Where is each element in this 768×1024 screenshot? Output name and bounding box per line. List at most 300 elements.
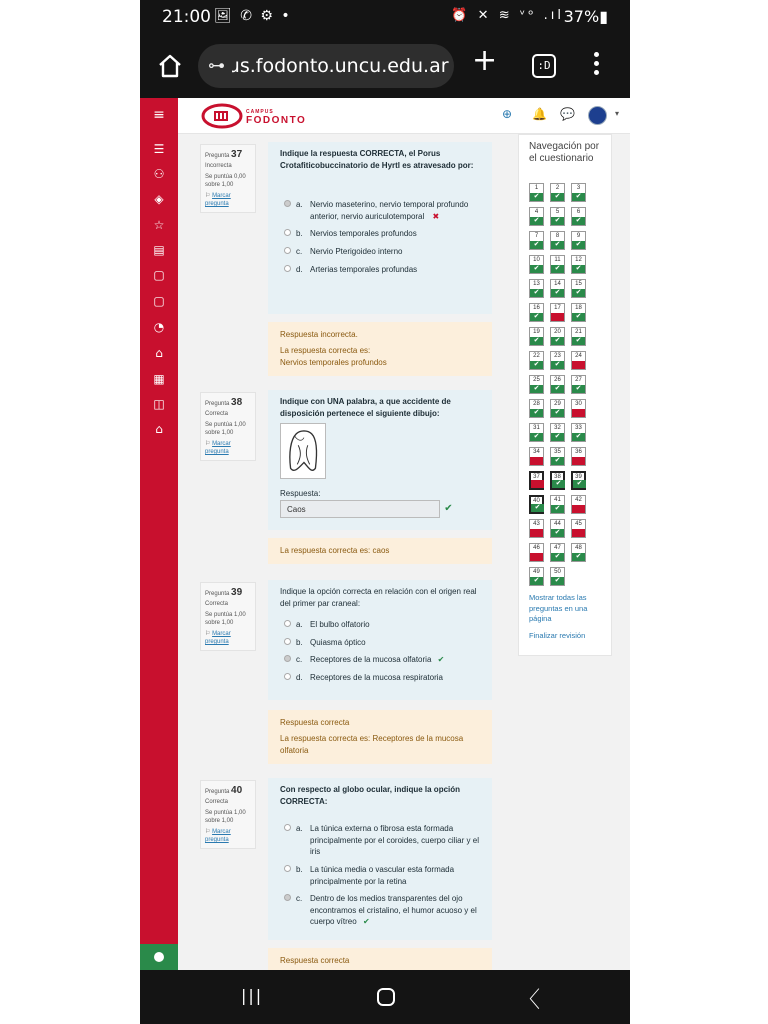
nav-correct-icon: ✔ [551,265,564,273]
menu-toggle-button[interactable]: ≡ [140,98,178,134]
nav-incorrect-icon [572,409,585,417]
battery-level: 37%▮ [563,7,608,26]
notification-icons: 🖼 ✆ ⚙ • [214,8,292,24]
option-c[interactable] [280,654,482,666]
nav-correct-icon: ✔ [551,361,564,369]
nav-incorrect-icon [531,480,544,488]
nav-correct-icon: ✔ [530,385,543,393]
nav-question-number: 15 [575,281,582,287]
nav-incorrect-icon [551,313,564,321]
option-radio[interactable] [284,865,291,872]
flag-icon[interactable]: ⚐ [205,828,211,835]
question-score: Se puntúa 1,00 sobre 1,00 [205,421,246,436]
nav-correct-icon: ✔ [551,385,564,393]
nav-question-11[interactable] [550,255,565,274]
nav-question-number: 34 [533,449,540,455]
question-box-40 [268,778,492,940]
nav-question-20[interactable] [550,327,565,346]
option-radio[interactable] [284,673,291,680]
nav-question-number: 8 [555,233,560,239]
nav-question-number: 6 [576,209,581,215]
option-radio[interactable] [284,265,291,272]
nav-question-number: 19 [533,329,540,335]
option-letter: b. [296,864,303,874]
nav-question-10[interactable] [529,255,544,274]
flag-icon[interactable]: ⚐ [205,630,211,637]
answer-label: Respuesta: [280,489,321,499]
question-state: Correcta [205,600,229,607]
option-text: La túnica externa o fibrosa esta formada principalmente por el coroides, cuerpo ciliar y el iris [310,824,479,857]
option-d[interactable] [280,264,482,276]
option-a[interactable] [280,823,482,858]
nav-correct-icon: ✔ [551,289,564,297]
options-list [280,619,482,683]
option-a[interactable] [280,619,482,631]
answer-input[interactable]: Caos [280,500,440,518]
nav-question-number: 39 [575,474,582,480]
nav-question-number: 44 [554,521,561,527]
option-radio[interactable] [284,200,291,207]
nav-question-number: 38 [554,474,561,480]
nav-correct-icon: ✔ [572,289,585,297]
logo-mark-icon [200,101,244,131]
nav-question-number: 11 [554,257,561,263]
nav-correct-icon: ✔ [572,433,585,441]
correct-mark-icon: ✔ [444,502,453,514]
question-score: Se puntúa 0,00 sobre 1,00 [205,173,246,188]
nav-question-number: 23 [554,353,561,359]
nav-question-number: 47 [554,545,561,551]
nav-correct-icon: ✔ [551,217,564,225]
tooth-drawing [280,423,326,479]
nav-question-number: 29 [554,401,561,407]
nav-correct-icon: ✔ [530,193,543,201]
option-text: La túnica media o vascular esta formada principalmente por la retina [310,864,455,886]
nav-incorrect-icon [530,529,543,537]
nav-question-number: 2 [555,185,560,191]
navigation-title: Navegación por el cuestionario [529,141,600,164]
site-logo[interactable] [200,101,310,131]
finish-review-link[interactable]: Finalizar revisión [529,630,586,640]
nav-question-number: 48 [575,545,582,551]
feedback-title: Respuesta correcta [280,718,350,727]
option-radio[interactable] [284,620,291,627]
nav-correct-icon: ✔ [551,433,564,441]
nav-question-number: 25 [533,377,540,383]
home-icon[interactable] [156,52,184,80]
feedback-box-39 [268,710,492,764]
nav-correct-icon: ✔ [572,385,585,393]
nav-correct-icon: ✔ [551,337,564,345]
nav-question-number: 20 [554,329,561,335]
nav-question-19[interactable] [529,327,544,346]
question-label: Pregunta [205,401,230,407]
nav-correct-icon: ✔ [572,217,585,225]
option-radio[interactable] [284,638,291,645]
nav-correct-icon: ✔ [572,337,585,345]
nav-question-number: 28 [533,401,540,407]
question-box-39 [268,580,492,700]
sidebar-list-icon[interactable]: ☰ [153,142,165,156]
option-text: Quiasma óptico [310,637,366,647]
flag-question-link[interactable]: Marcar pregunta [205,828,231,843]
feedback-box-40 [268,948,492,970]
option-text: Nervio Pterigoideo interno [310,246,403,256]
options-list [280,823,482,928]
nav-question-40[interactable] [529,495,544,514]
nav-question-number: 41 [554,497,561,503]
nav-question-number: 5 [555,209,560,215]
question-info-38 [200,392,256,461]
option-radio[interactable] [284,894,291,901]
nav-correct-icon: ✔ [530,361,543,369]
question-number: 39 [231,587,243,598]
question-label: Pregunta [205,591,230,597]
home-button[interactable] [377,988,395,1006]
sidebar-footer-button[interactable] [140,944,178,970]
nav-correct-icon: ✔ [530,577,543,585]
question-number: 37 [231,149,243,160]
nav-incorrect-icon [572,529,585,537]
nav-question-48[interactable] [571,543,586,562]
option-letter: d. [296,672,303,682]
nav-correct-icon: ✔ [551,553,564,561]
option-letter: c. [296,655,303,665]
left-sidebar [140,134,178,970]
sidebar-folder-2-icon[interactable]: ▢ [153,294,165,308]
nav-question-number: 27 [575,377,582,383]
option-radio[interactable] [284,229,291,236]
nav-question-number: 33 [575,425,582,431]
nav-question-32[interactable] [550,423,565,442]
question-state: Correcta [205,410,229,417]
address-bar[interactable] [198,44,454,88]
quiz-navigation-region [504,134,630,970]
nav-correct-icon: ✔ [530,265,543,273]
nav-question-number: 14 [554,281,561,287]
messages-chat-icon[interactable]: 💬 [560,107,575,121]
nav-question-number: 30 [575,401,582,407]
option-letter: a. [296,200,303,210]
nav-incorrect-icon [572,505,585,513]
option-b[interactable] [280,864,482,887]
nav-question-number: 22 [533,353,540,359]
nav-question-number: 42 [575,497,582,503]
option-letter: a. [296,620,303,630]
option-c[interactable] [280,893,482,928]
question-state: Correcta [205,798,229,805]
clock: 21:00 [162,7,211,27]
nav-question-12[interactable] [571,255,586,274]
option-letter: c. [296,894,303,904]
feedback-line: La respuesta correcta es: [280,346,371,355]
nav-correct-icon: ✔ [573,480,586,488]
question-info-39 [200,582,256,651]
nav-question-number: 37 [533,474,540,480]
nav-question-9[interactable] [571,231,586,250]
nav-question-number: 9 [576,233,581,239]
feedback-line: La respuesta correcta es: Receptores de la mucosa olfatoria [280,734,464,755]
sidebar-calendar-icon[interactable]: ▦ [153,372,165,386]
nav-question-7[interactable] [529,231,544,250]
notifications-bell-icon[interactable]: 🔔 [532,107,547,121]
nav-correct-icon: ✔ [551,409,564,417]
nav-question-45[interactable] [571,519,586,538]
question-text: Con respecto al globo ocular, indique la opción CORRECTA: [280,785,461,806]
user-avatar[interactable] [588,106,607,125]
option-radio[interactable] [284,655,291,662]
nav-question-number: 4 [534,209,539,215]
nav-question-number: 21 [575,329,582,335]
nav-question-1[interactable] [529,183,544,202]
recent-apps-button[interactable]: ||| [241,986,264,1005]
nav-question-number: 40 [533,498,540,504]
question-number: 40 [231,785,243,796]
nav-question-17[interactable] [550,303,565,322]
nav-question-number: 3 [576,185,581,191]
option-b[interactable] [280,228,482,240]
question-text: Indique con UNA palabra, a que accidente de disposición pertenece el siguiente dibujo: [280,397,451,418]
nav-question-35[interactable] [550,447,565,466]
option-letter: b. [296,637,303,647]
question-box-38 [268,390,492,530]
nav-correct-icon: ✔ [572,313,585,321]
nav-question-33[interactable] [571,423,586,442]
nav-correct-icon: ✔ [551,193,564,201]
option-letter: c. [296,246,303,256]
nav-question-37[interactable] [529,471,544,490]
nav-question-8[interactable] [550,231,565,250]
nav-incorrect-icon [572,457,585,465]
sidebar-files-icon[interactable]: ◫ [153,397,165,411]
correct-mark-icon: ✔ [437,655,445,665]
question-state: Incorrecta [205,162,232,169]
question-number: 38 [231,397,243,408]
nav-question-number: 10 [533,257,540,263]
question-score: Se puntúa 1,00 sobre 1,00 [205,809,246,824]
feedback-title: Respuesta incorrecta. [280,330,358,339]
nav-incorrect-icon [572,361,585,369]
question-info-37 [200,144,256,213]
nav-question-number: 7 [534,233,539,239]
nav-question-13[interactable] [529,279,544,298]
feedback-box-37 [268,322,492,376]
sidebar-footer-icon [154,952,164,962]
nav-correct-icon: ✔ [530,337,543,345]
nav-question-23[interactable] [550,351,565,370]
nav-question-number: 50 [554,569,561,575]
question-box-37 [268,142,492,314]
nav-question-number: 31 [533,425,540,431]
system-navigation-bar [140,970,630,1024]
feedback-title: Respuesta correcta [280,956,350,965]
question-text: Indique la respuesta CORRECTA, el Porus Crotafiticobuccinatorio de Hyrtl es atravesado por: [280,149,474,170]
option-radio[interactable] [284,247,291,254]
user-menu-caret-icon[interactable]: ▾ [615,109,620,118]
nav-question-47[interactable] [550,543,565,562]
sidebar-folder-icon[interactable]: ▢ [153,268,165,282]
nav-question-number: 18 [575,305,582,311]
option-text: El bulbo olfatorio [310,620,370,630]
nav-correct-icon: ✔ [530,289,543,297]
nav-question-49[interactable] [529,567,544,586]
nav-question-number: 36 [575,449,582,455]
nav-question-21[interactable] [571,327,586,346]
new-tab-button[interactable]: + [472,43,498,78]
nav-question-number: 43 [533,521,540,527]
nav-correct-icon: ✔ [551,241,564,249]
nav-correct-icon: ✔ [551,505,564,513]
nav-question-38[interactable] [550,471,565,490]
quiz-review-content [178,134,504,970]
status-bar [140,0,630,34]
nav-correct-icon: ✔ [530,409,543,417]
option-text: Receptores de la mucosa respiratoria [310,672,443,682]
sidebar-badge-icon[interactable]: ◈ [154,192,164,206]
nav-question-number: 12 [575,257,582,263]
nav-question-number: 45 [575,521,582,527]
nav-question-number: 24 [575,353,582,359]
option-text: Arterias temporales profundas [310,264,418,274]
flag-icon[interactable]: ⚐ [205,192,211,199]
nav-question-22[interactable] [529,351,544,370]
sidebar-users-icon[interactable]: ⚇ [153,167,165,181]
nav-question-4[interactable] [529,207,544,226]
option-c[interactable] [280,246,482,258]
nav-question-27[interactable] [571,375,586,394]
nav-question-50[interactable] [550,567,565,586]
browser-toolbar [140,34,630,98]
nav-question-24[interactable] [571,351,586,370]
nav-question-14[interactable] [550,279,565,298]
nav-question-18[interactable] [571,303,586,322]
nav-question-16[interactable] [529,303,544,322]
nav-correct-icon: ✔ [531,504,544,512]
logo-name-text: FODONTO [246,115,307,126]
nav-correct-icon: ✔ [551,577,564,585]
sidebar-dashboard-icon[interactable]: ◔ [153,320,165,334]
nav-question-43[interactable] [529,519,544,538]
nav-question-29[interactable] [550,399,565,418]
nav-question-41[interactable] [550,495,565,514]
option-text: Dentro de los medios transparentes del ojo encontramos el cristalino, el humor acuoso y el cuerpo vítreo [310,894,477,927]
nav-correct-icon: ✔ [530,313,543,321]
navigation-links [529,593,611,647]
nav-question-25[interactable] [529,375,544,394]
nav-correct-icon: ✔ [551,457,564,465]
flag-question-link[interactable]: Marcar pregunta [205,192,231,207]
site-settings-icon[interactable]: ⊶ [208,56,225,76]
language-globe-icon[interactable]: ⊕ [502,107,513,121]
nav-question-number: 13 [533,281,540,287]
sidebar-book-icon[interactable]: ▤ [153,243,165,257]
nav-question-39[interactable] [571,471,586,490]
option-text: Nervios temporales profundos [310,229,417,239]
correct-mark-icon: ✔ [362,917,370,927]
nav-correct-icon: ✔ [572,265,585,273]
flag-icon[interactable]: ⚐ [205,440,211,447]
question-score: Se puntúa 1,00 sobre 1,00 [205,611,246,626]
site-header [140,98,630,134]
show-all-questions-link[interactable]: Mostrar todas las preguntas en una página [529,593,588,623]
nav-correct-icon: ✔ [572,553,585,561]
option-a[interactable] [280,199,482,222]
browser-menu-icon[interactable] [594,52,600,79]
nav-incorrect-icon [530,553,543,561]
nav-question-28[interactable] [529,399,544,418]
nav-question-number: 46 [533,545,540,551]
nav-question-number: 17 [554,305,561,311]
option-d[interactable] [280,672,482,684]
question-label: Pregunta [205,789,230,795]
nav-question-number: 32 [554,425,561,431]
nav-correct-icon: ✔ [530,433,543,441]
nav-question-30[interactable] [571,399,586,418]
system-icons: ⏰ ✕ ≋ ᵛᵒ .ıl [451,8,564,23]
nav-question-number: 49 [533,569,540,575]
nav-question-number: 16 [533,305,540,311]
nav-question-number: 35 [554,449,561,455]
nav-question-15[interactable] [571,279,586,298]
option-radio[interactable] [284,824,291,831]
nav-correct-icon: ✔ [572,241,585,249]
nav-correct-icon: ✔ [552,480,565,488]
incorrect-mark-icon: ✖ [432,211,440,221]
question-info-40 [200,780,256,849]
option-letter: d. [296,264,303,274]
options-list [280,199,482,275]
sidebar-graduation-icon[interactable]: ⌂ [155,422,163,436]
sidebar-home-icon[interactable]: ⌂ [155,346,163,360]
nav-question-3[interactable] [571,183,586,202]
nav-question-2[interactable] [550,183,565,202]
logo-campus-text: CAMPUS [246,109,274,115]
option-b[interactable] [280,637,482,649]
nav-question-5[interactable] [550,207,565,226]
feedback-line: Nervios temporales profundos [280,358,387,367]
quiz-navigation-card [518,134,612,656]
nav-question-number: 26 [554,377,561,383]
question-label: Pregunta [205,153,230,159]
option-text: Receptores de la mucosa olfatoria [310,655,432,665]
feedback-box-38 [268,538,492,564]
sidebar-star-icon[interactable]: ☆ [153,218,165,232]
back-button[interactable]: 〈 [518,988,541,1013]
tab-switcher-button[interactable]: :D [532,54,556,78]
option-letter: a. [296,824,303,834]
nav-question-number: 1 [534,185,539,191]
phone-screen [140,0,630,1024]
flag-question-link[interactable]: Marcar pregunta [205,630,231,645]
nav-question-34[interactable] [529,447,544,466]
nav-question-26[interactable] [550,375,565,394]
nav-question-42[interactable] [571,495,586,514]
flag-question-link[interactable]: Marcar pregunta [205,440,231,455]
nav-correct-icon: ✔ [530,241,543,249]
nav-question-46[interactable] [529,543,544,562]
nav-correct-icon: ✔ [530,217,543,225]
nav-question-36[interactable] [571,447,586,466]
question-text: Indique la opción correcta en relación con el origen real del primer par craneal: [280,587,477,608]
option-text: Nervio maseterino, nervio temporal profundo anterior, nervio auriculotemporal [310,200,469,221]
nav-question-6[interactable] [571,207,586,226]
nav-correct-icon: ✔ [572,193,585,201]
nav-correct-icon: ✔ [551,529,564,537]
url-text[interactable]: ɹs.fodonto.uncu.edu.ar [232,55,449,77]
option-letter: b. [296,229,303,239]
nav-question-31[interactable] [529,423,544,442]
nav-question-44[interactable] [550,519,565,538]
